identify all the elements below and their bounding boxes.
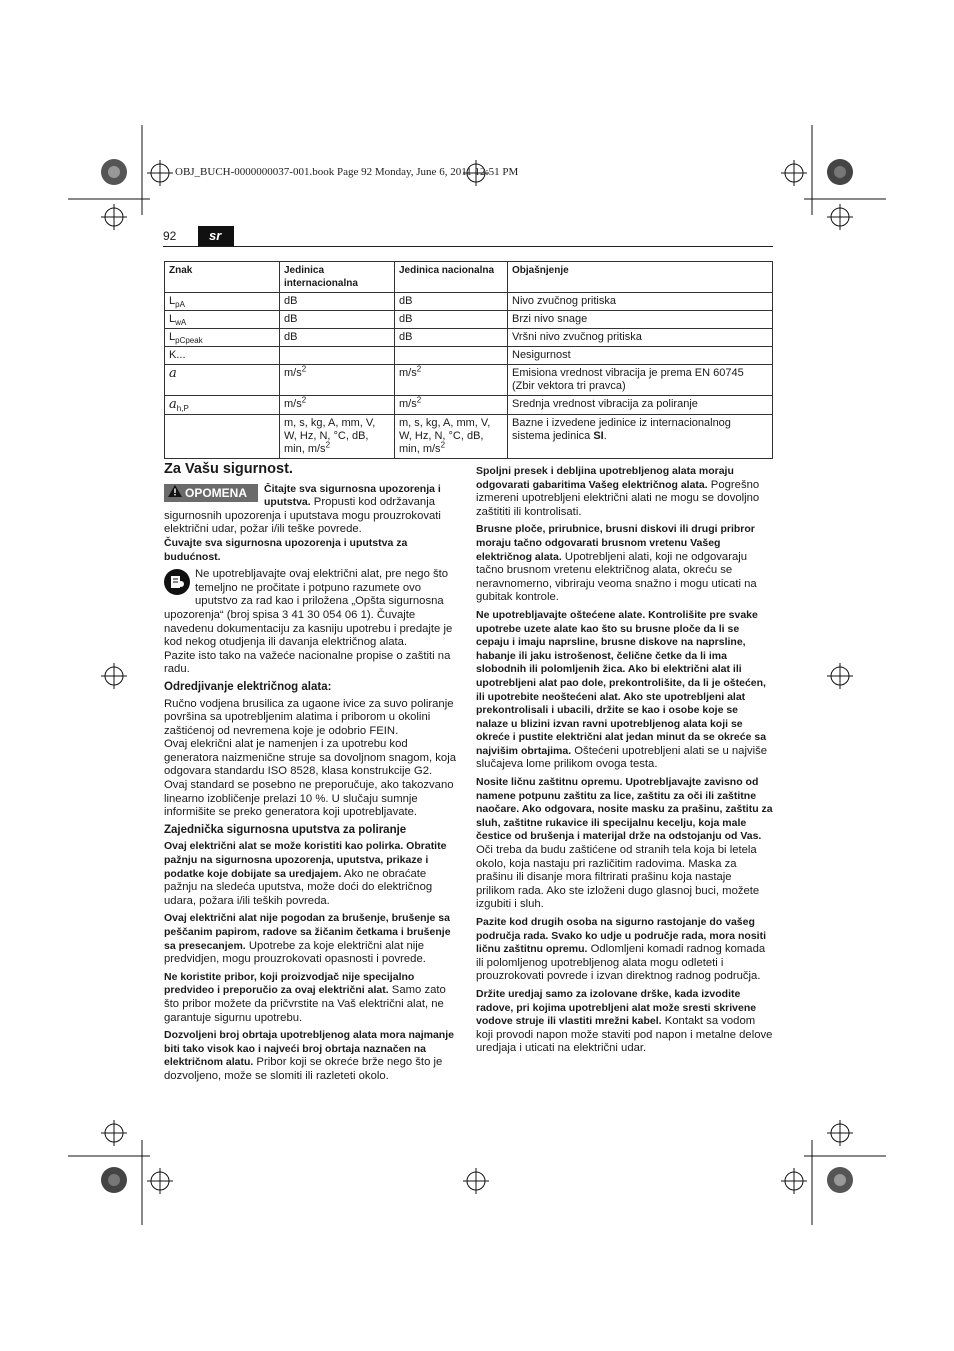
safety-rule-bold: Ovaj električni alat se može koristiti kao polirka. Obratite pažnju na sigurnosna upozorenja, uputstva, prikaze i podatke koje dobijate sa uredjajem.	[164, 840, 447, 880]
intl-unit-cell: $m/s^2$	[280, 365, 395, 396]
language-badge: sr	[198, 226, 234, 246]
table-header-cell: Objašnjenje	[508, 262, 773, 293]
symbol-cell: $L_{pCpeak}$	[165, 329, 280, 347]
right-column	[476, 465, 773, 1060]
warning-block	[164, 483, 457, 537]
table-row	[165, 329, 773, 347]
table-header-cell: Jedinica nacionalna	[395, 262, 508, 293]
national-rules-text: Pazite isto tako na važeće nacionalne propise o zaštiti na radu.	[164, 649, 451, 676]
description-cell: Brzi nivo snage	[508, 311, 773, 329]
warning-bold-text: Čitajte sva sigurnosna upozorenja i uputstva.	[264, 482, 441, 509]
intl-unit-cell: $m/s^2$	[280, 396, 395, 415]
symbol-cell: a	[165, 365, 280, 396]
safety-rule-text: Upotrebe za koje električni alat nije predvidjen, mogu prouzrokovati opasnosti i povrede.	[164, 939, 426, 966]
manual-text: Ne upotrebljavajte ovaj električni alat, pre nego što temeljno ne pročitate i potpuno razumete ovo uputstvo za rad kao i priložena „Opšta sigurnosna upozorenja“ (broj spisa 3 41 30 054 06 1). Čuvajte navedenu dokumentaciju za kasniju upotrebu i predajte je kod nekog otudjenja ili davanja električnog alata.	[164, 568, 453, 649]
safety-rule-text: Upotrebljeni alati, koji ne odgovaraju tačno brusnom vretenu električnog alata, okreću se neravnomerno, vibriraju veoma snažno i mogu uticati na gubitak kontrole.	[476, 550, 757, 604]
safety-rule-text: Ako ne obraćate pažnju na sledeća uputstva, može doći do električnog udara, požara i/ili teških povreda.	[164, 867, 433, 907]
intl-unit-cell: dB	[280, 311, 395, 329]
safety-rule-text: Pribor koji se okreće brže nego što je dozvoljeno, može se slomiti ili razleteti okolo.	[164, 1056, 443, 1082]
safety-rule-text: Samo zato što pribor možete da pričvrstite na Vaš električni alat, ne garantuje sigurnu upotrebu.	[164, 984, 446, 1024]
description-cell: Emisiona vrednost vibracija je prema EN 60745 (Zbir vektora tri pravca)	[508, 365, 773, 396]
table-row	[165, 347, 773, 365]
safety-rule-bold: Nosite ličnu zaštitnu opremu. Upotrebljavajte zavisno od namene potpunu zaštitu za lice, zaštitu za oči ili zaštitne naočare. Ako odgovara, nosite masku za prašinu, zaštitu za sluh, zaštitne rukavice ili specijalnu kecelju, koja male čestice od brušenja i materijal drže na odstojanju od Vas.	[476, 776, 773, 843]
manual-block	[164, 568, 457, 650]
nat-unit-cell: $m/s^2$	[395, 396, 508, 415]
table-header-cell: Jedinica internacionalna	[280, 262, 395, 293]
nat-unit-cell: dB	[395, 293, 508, 311]
safety-rule-text: Kontakt sa vodom koji provodi napon može staviti pod napon i metalne delove uredjaja i uticati na električni udar.	[476, 1015, 773, 1055]
symbol-cell: $a_{h,P}$	[165, 396, 280, 415]
symbol-cell: $L_{wA}$	[165, 311, 280, 329]
nat-unit-cell: $m/s^2$	[395, 365, 508, 396]
safety-rule-bold: Spoljni presek i debljina upotrebljenog alata moraju odgovarati gabaritima Vašeg električnog alata.	[476, 465, 734, 491]
safety-rule-bold: Držite uredjaj samo za izolovane drške, kada izvodite radove, pri kojima upotrebljeni alat može sresti skrivene vodove struje ili vlastiti mrežni kabel.	[476, 987, 757, 1028]
table-row	[165, 396, 773, 415]
description-cell: Vršni nivo zvučnog pritiska	[508, 329, 773, 347]
left-column	[164, 463, 457, 1088]
symbol-cell	[165, 415, 280, 459]
table-header-row	[165, 262, 773, 293]
table-row	[165, 311, 773, 329]
description-cell: Nivo zvučnog pritiska	[508, 293, 773, 311]
warning-badge	[164, 484, 258, 502]
intl-unit-cell: dB	[280, 293, 395, 311]
intl-unit-cell: m, s, kg, A, mm, V, W, Hz, N, °C, dB, min, $m/s^2$	[280, 415, 395, 459]
safety-rule-text: Oči treba da budu zaštićene od stranih tela koja bi letela okolo, koja nastaju pri različitim radovima. Maska za prašinu ili disanje mora filtrirati prašinu koja nastaje prilikom rada. Ako ste izloženi dugo glasnoj buci, možete izgubiti i sluh.	[476, 844, 760, 911]
safety-rule-bold: Dozvoljeni broj obrtaja upotrebljenog alata mora najmanje biti tako visok kao i najveći broj obrtaja naznačen na električnom alatu.	[164, 1029, 454, 1069]
table-row	[165, 293, 773, 311]
nat-unit-cell: m, s, kg, A, mm, V, W, Hz, N, °C, dB, min, $m/s^2$	[395, 415, 508, 459]
safety-rule-bold: Brusne ploče, prirubnice, brusni diskovi ili drugi pribror moraju tačno odgovarati brusnom vretenu Vašeg električnog alata.	[476, 523, 755, 563]
table-header-cell: Znak	[165, 262, 280, 293]
purpose-paragraph: Ovaj elekrični alat je namenjen i za upotrebu kod generatora naizmenične struje sa dovoljnom snagom, koja odgovara standardu ISO 8528, klasa konstrukcije G2. Ovaj standard se posebno ne preporučuje, ako takozvano linearno izobličenje prelazi 10 %. U slučaju sumnje informišite se preko generatora koji upotrebljavate.	[164, 738, 456, 819]
safety-rule-text: Oštećeni upotrebljeni alati se u najviše slučajeva lome prilikom ovoga testa.	[476, 744, 768, 771]
warning-text: Propusti kod održavanja sigurnosnih upozorenja i uputstava mogu prouzrokovati električni udar, požar i/ili teške povrede.	[164, 496, 441, 536]
read-manual-icon	[164, 569, 190, 595]
intl-unit-cell	[280, 347, 395, 365]
units-table	[164, 261, 773, 459]
keep-instructions-text: Čuvajte sva sigurnosna upozorenja i uputstva za budućnost.	[164, 536, 408, 563]
symbol-cell: $L_{pA}$	[165, 293, 280, 311]
safety-rule-bold: Ne koristite pribor, koji proizvodjač nije specijalno predvideo i preporučio za ovaj električni alat.	[164, 970, 415, 997]
description-cell: Srednja vrednost vibracija za poliranje	[508, 396, 773, 415]
nat-unit-cell: dB	[395, 311, 508, 329]
warning-triangle-icon	[168, 484, 182, 502]
nat-unit-cell: dB	[395, 329, 508, 347]
safety-rule-bold: Ne upotrebljavajte oštećene alate. Kontrolišite pre svake upotrebe uzete alate kao što su brusne ploče da li se cepaju i imaju naprsline, brusne diskove na naprsline, habanje ili jaku istrošenost, čeličnе četke da li ima slobodnih ili polomljenih žica. Ako bi električni alat ili upotrebljeni alat pao dole, prekontrolišite, da li je oštećen, ili upotrebite neoštećeni alat. Ako ste upotrebljeni alat prekontrolisali i ubacili, držite se kao i osobe koje se nalaze u blizini izvan ravni upotrebljenog alata koji se okreće i pustite električni alat jedan minut da se okreće sa najvišim obrtajima.	[476, 608, 767, 757]
nat-unit-cell	[395, 347, 508, 365]
warning-label: OPOMENA	[185, 485, 248, 500]
safety-rule-text: Pogrešno izmereni upotrebljeni električni alati ne mogu se dovoljno zaštititi ili kontrolisati.	[476, 478, 760, 518]
table-row	[165, 365, 773, 396]
safety-rule-bold: Pazite kod drugih osoba na sigurno rastojanje do vašeg područja rada. Svako ko udje u područje rada, mora nositi ličnu zaštitnu opremu.	[476, 916, 766, 956]
symbol-cell: K...	[165, 347, 280, 365]
description-cell: Nesigurnost	[508, 347, 773, 365]
description-cell: Bazne i izvedene jedinice iz internacionalnog sistema jedinica SI.	[508, 415, 773, 459]
intl-unit-cell: dB	[280, 329, 395, 347]
page-number: 92	[163, 229, 177, 243]
common-safety-heading: Zajednička sigurnosna uputstva za poliranje	[164, 823, 407, 836]
safety-rule-bold: Ovaj električni alat nije pogodan za brušenje, brušenje sa peščanim papirom, radove sa žičanim četkama i brušenje sa presecanjem.	[164, 912, 451, 952]
purpose-heading: Odredjivanje električnog alata:	[164, 680, 332, 693]
header-rule	[163, 246, 773, 247]
crop-header: OBJ_BUCH-0000000037-001.book Page 92 Monday, June 6, 2011 12:51 PM	[175, 166, 519, 178]
section-title: Za Vašu sigurnost.	[164, 461, 293, 477]
safety-rule-text: Odlomljeni komadi radnog komada ili polomljenog upotrebljenog alata mogu odleteti i prouzrokovati povrede i izvan direktnog radnog područja.	[476, 943, 766, 983]
purpose-paragraph: Ručno vodjena brusilica za ugaone ivice za suvo poliranje površina sa upotrebljenim alatima i priborom u okolini zaštićenoj od nevremena koje je odobrio FEIN.	[164, 697, 454, 737]
table-row	[165, 415, 773, 459]
